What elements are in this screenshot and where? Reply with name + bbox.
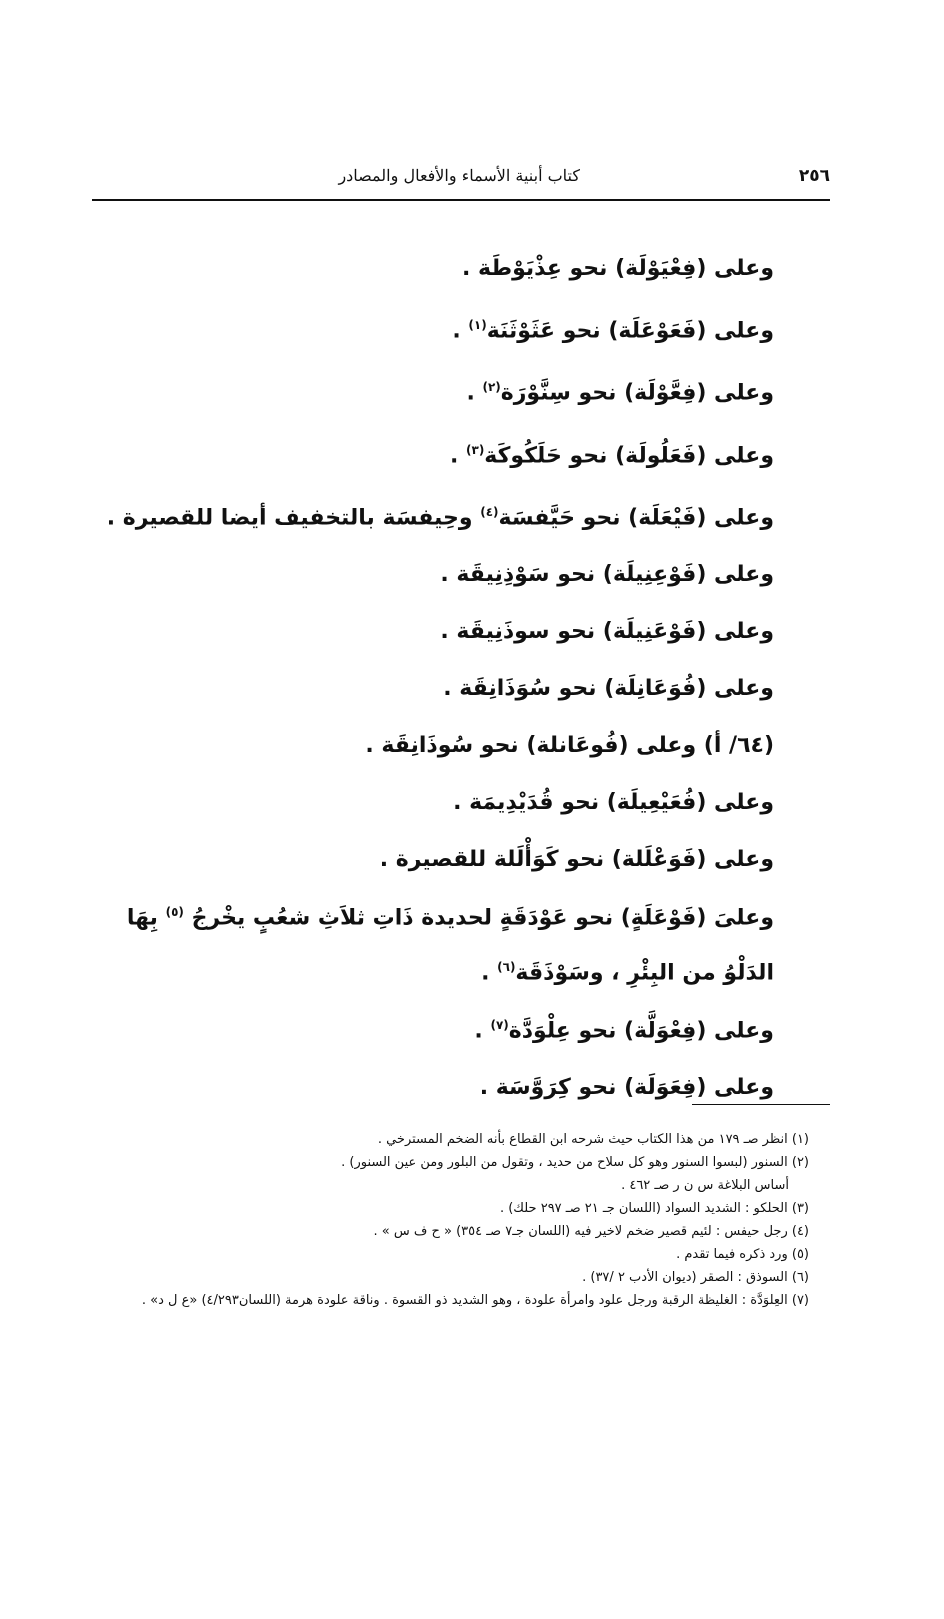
footnote: (٢) السنور (لبسوا السنور وهو كل سلاح من حديد ، وتقول من البلور ومن عين السنور) . <box>341 1155 809 1170</box>
text-line: وعلى (فَعَوْعَلَة) نحو عَثَوْثَنَة$^{(١)}$ . <box>452 318 774 344</box>
footnote: (١) انظر صـ ١٧٩ من هذا الكتاب حيث شرحه ابن القطاع بأنه الضخم المسترخي . <box>377 1132 809 1147</box>
footnote: (٤) رجل حيفس : لئيم قصير ضخم لاخير فيه (اللسان جـ٧ صـ ٣٥٤) « ح ف س » . <box>373 1224 809 1239</box>
text-paragraph: وعلىَ (فَوْعَلَةٍ) نحو عَوْدَقَةٍ لحديدة ذَاتِ ثلاَثِ شعُبٍ يخْرجُ $^{(٥)}$ بِهَا الدَلْوُ من البِئْرِ ، وسَوْذَقَة$^{(٦)}$ . <box>126 905 774 985</box>
running-title: كتاب أبنية الأسماء والأفعال والمصادر <box>338 166 580 185</box>
footnote: (٦) السوذق : الصقر (ديوان الأدب ٢ /٣٧) . <box>582 1270 809 1285</box>
text-line: وعلى (فَوَعْلَلة) نحو كَوَأْلَلة للقصيرة . <box>379 847 774 873</box>
text-line: (٦٤/ أ) وعلى (فُوعَانلة) نحو سُوذَانِقَة . <box>365 733 774 759</box>
footnote-ref: (٦) <box>497 959 516 974</box>
page-number: ٢٥٦ <box>798 166 830 186</box>
text-line: وعلى (فِعْيَوْلَة) نحو عِذْيَوْطَة . <box>461 256 774 281</box>
text-line: وعلى (فَيْعَلَة) نحو حَيَّفسَة$^{(٤)}$ وحِيفسَة بالتخفيف أيضا للقصيرة . <box>106 504 774 531</box>
footnote: (٥) ورد ذكره فيما تقدم . <box>676 1247 809 1262</box>
text-line: وعلى (فَعَلُولَة) نحو حَلَكُوكَة$^{(٣)}$ . <box>449 442 774 468</box>
text-line: وعلى (فُعَيْعِيلَة) نحو قُدَيْدِيمَة . <box>453 790 774 816</box>
footnote-ref: (٣) <box>466 442 485 457</box>
footnotes <box>90 1128 809 1312</box>
footnote-ref: (٤) <box>480 504 499 519</box>
text-line: وعلى (فُوَعَانِلَة) نحو سُوَذَانِقَة . <box>443 676 774 702</box>
text-line: وعلى (فَوْعَنِيلَة) نحو سوذَنِيقَة . <box>440 619 774 645</box>
header-rule <box>92 199 830 201</box>
text-line: وعلى (فِعَوَلَة) نحو كِرَوَّسَة . <box>479 1075 774 1101</box>
footnote-ref: (٢) <box>482 380 501 395</box>
footnote-continuation: أساس البلاغة س ن ر صـ ٤٦٢ . <box>621 1178 789 1193</box>
footnote-ref: (١) <box>468 318 487 332</box>
footnote-ref: (٧) <box>490 1017 509 1032</box>
text-line: وعلى (فِعَّوْلَة) نحو سِنَّوْرَة$^{(٢)}$ . <box>466 380 774 406</box>
footnote-ref: (٥) <box>165 905 184 920</box>
text-line: وعلى (فَوْعِنِيلَة) نحو سَوْذِنِيقَة . <box>440 562 774 588</box>
footnote: (٧) العِلوَدَّة : الغليظة الرقبة ورجل علود وامرأة علودة ، وهو الشديد ذو القسوة . وناقة علودة هرمة (اللسان٤/٢٩٣) «ع ل د» . <box>141 1293 809 1308</box>
text-line: وعلى (فِعْوَلَّة) نحو عِلْوَدَّة$^{(٧)}$ . <box>474 1017 774 1044</box>
main-text <box>80 240 774 1116</box>
footnote: (٣) الحلكو : الشديد السواد (اللسان جـ ٢١ صـ ٢٩٧ حلك) . <box>499 1201 809 1216</box>
page-header <box>92 160 830 200</box>
footnote-separator <box>692 1104 830 1105</box>
